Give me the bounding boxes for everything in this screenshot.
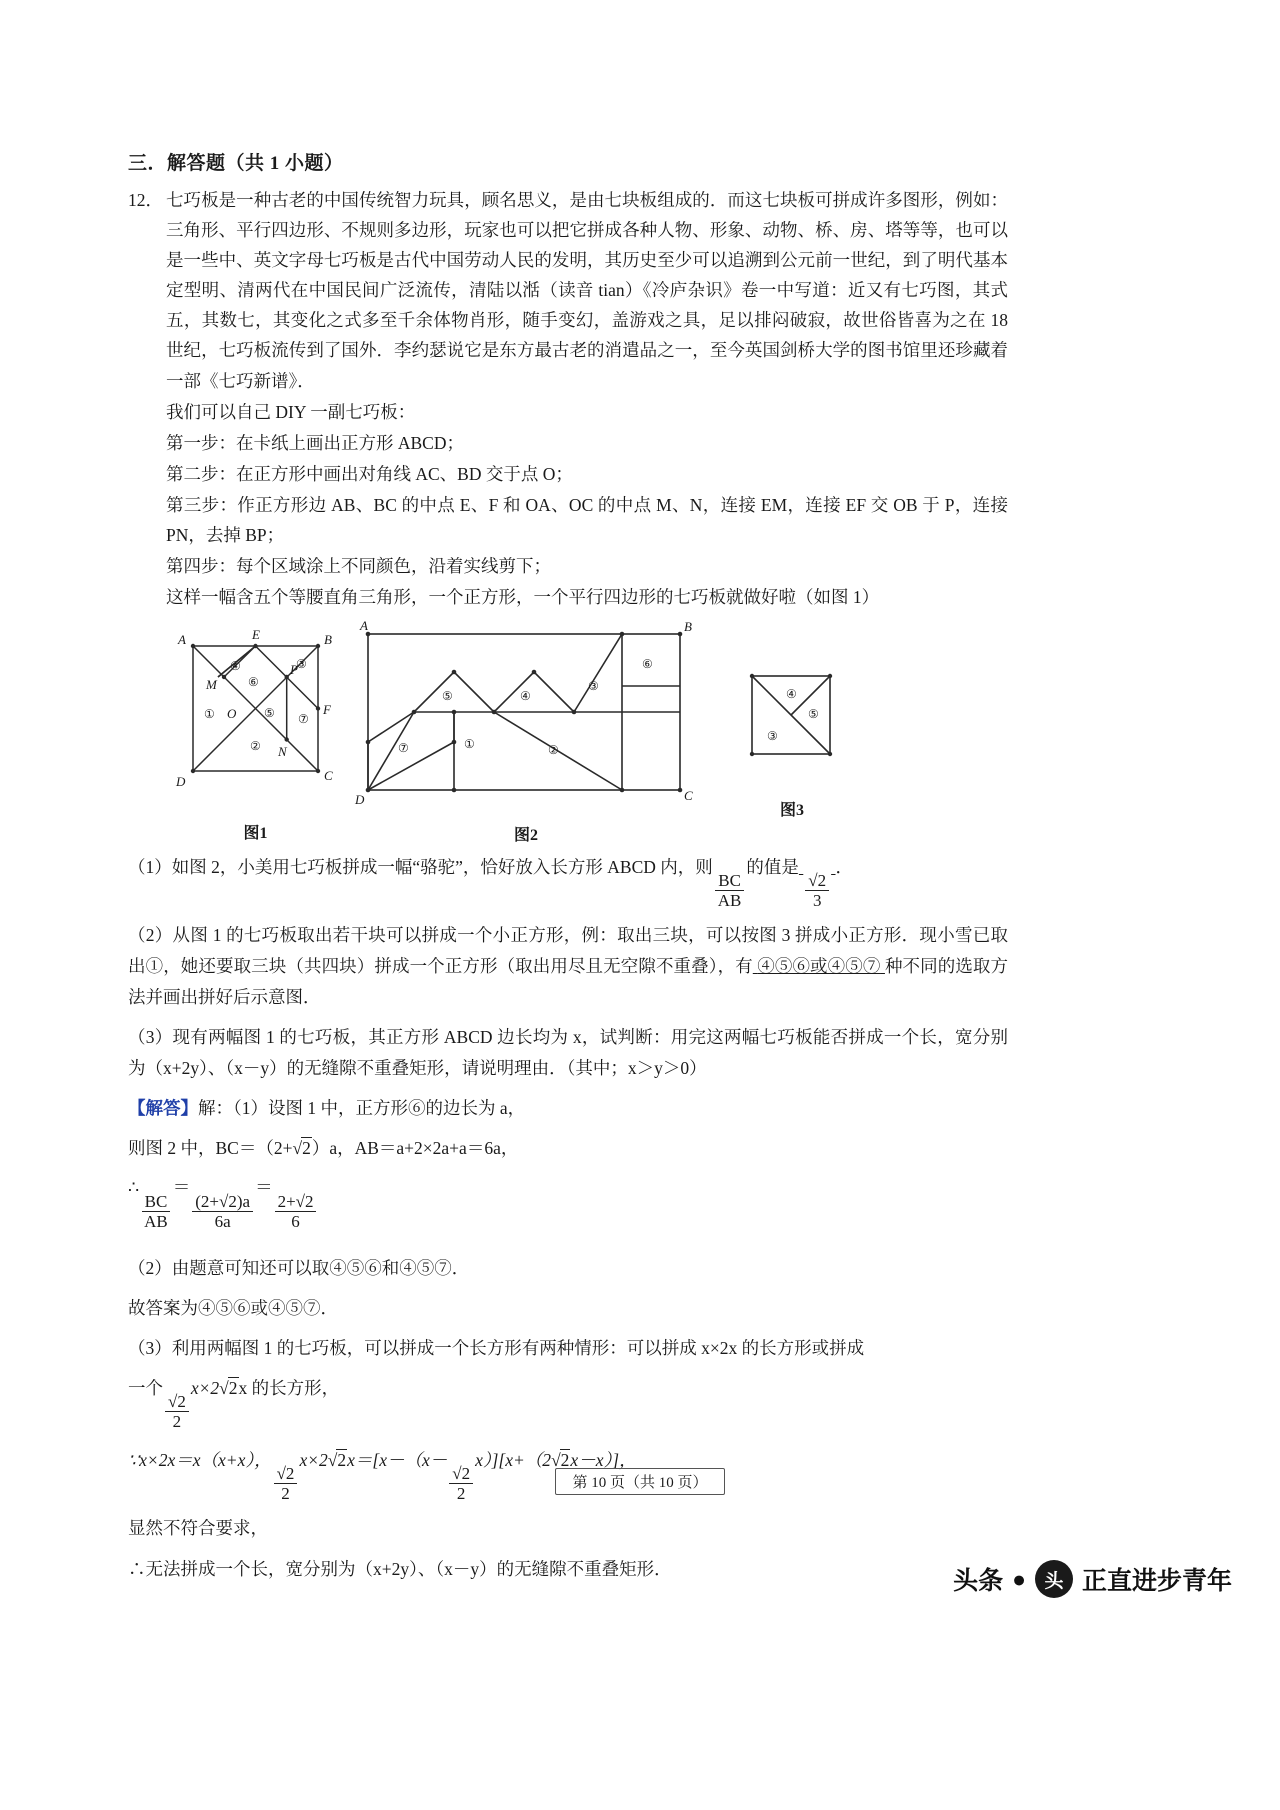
step-2: 第二步：在正方形中画出对角线 AC、BD 交于点 O； — [166, 463, 573, 484]
fig1-label-F: F — [323, 702, 331, 718]
subq1-fraction-bc-ab — [715, 871, 745, 910]
fig1-label-N: N — [278, 744, 287, 760]
subq1-text-end: ． — [835, 857, 853, 878]
eq-lead: ∴ — [128, 1177, 140, 1198]
line7-tail-2: x－x）]， — [570, 1450, 637, 1471]
solution-text-2-pre: 则图 2 中，BC＝（2+ — [128, 1138, 293, 1159]
fig2-label-D: D — [355, 792, 365, 808]
solution-line-8: 显然不符合要求， — [128, 1518, 268, 1539]
line7-f1-num: √2 — [274, 1464, 298, 1484]
line6-sqrt — [219, 1373, 238, 1404]
figure-3-caption: 图3 — [779, 802, 804, 820]
closing-line: 这样一幅含五个等腰直角三角形，一个正方形，一个平行四边形的七巧板就做好啦（如图 1） — [166, 587, 880, 608]
question-number: 12． — [128, 190, 163, 210]
figure-row — [128, 620, 1008, 845]
watermark-brand: 头条 — [953, 1567, 1004, 1595]
fig1-piece-1: ① — [204, 707, 215, 722]
question-paragraph-1: 七巧板是一种古老的中国传统智力玩具，顾名思义，是由七块板组成的．而这七块板可拼成许多图形，例如：三角形、平行四边形、不规则多边形，玩家也可以把它拼成各种人物、形象、动物、桥、房、塔等等，也可以是一些中、英文字母七巧板是古代中国劳动人民的发明，其历史至少可以追溯到公元前一世纪，到了明代基本定型明、清两代在中国民间广泛流传，清陆以湉（读音 tian）《冷庐杂识》卷一中写道：近又有七巧图，其式五，其数七，其变化之式多至千余体物肖形，随手变幻，盖游戏之具，足以排闷破寂，故世俗皆喜为之在 18 世纪，七巧板流传到了国外．李约瑟说它是东方最古老的消遣品之一，至今英国剑桥大学的图书馆里还珍藏着一部《七巧新谱》． — [166, 190, 1008, 391]
eq-lhs-fraction — [141, 1192, 171, 1231]
solution-tag: 【解答】 — [128, 1098, 198, 1119]
fig1-label-P: P — [290, 662, 298, 678]
line6-mid: x×2 — [190, 1378, 220, 1399]
line6-frac-num: √2 — [165, 1392, 189, 1412]
figure-3-drawing — [732, 660, 852, 790]
solution-line-4: 故答案为④⑤⑥或④⑤⑦． — [128, 1297, 338, 1318]
subquestion-1 — [128, 852, 1008, 910]
fig2-piece-6: ⑥ — [642, 657, 653, 672]
fig1-label-C: C — [324, 768, 333, 784]
solution-line-1 — [128, 1093, 1008, 1124]
subq1-frac-denominator: AB — [717, 891, 742, 911]
subq1-text-pre: （1）如图 2，小美用七巧板拼成一幅“骆驼”，恰好放入长方形 ABCD 内，则 — [128, 857, 713, 878]
subq2-text-pre: （2）从图 1 的七巧板取出若干块可以拼成一个小正方形，例：取出三块，可以按图 3 拼成小正方形．现小雪已取出①，她还要取三块（共四块）拼成一个正方形（取出用尽且无空隙不重叠），有 — [128, 924, 1008, 976]
fig2-label-A: A — [360, 620, 368, 634]
fig1-label-M: M — [206, 677, 217, 693]
fig1-piece-4: ④ — [230, 659, 241, 674]
page-footer — [0, 1468, 1280, 1495]
solution-line-9: ∴无法拼成一个长，宽分别为（x+2y）、（x－y）的无缝隙不重叠矩形． — [128, 1558, 672, 1579]
fig2-label-C: C — [684, 788, 693, 804]
radical-sign: √ — [292, 1138, 303, 1159]
solution-line-3: （2）由题意可知还可以取④⑤⑥和④⑤⑦． — [128, 1257, 470, 1278]
fig1-piece-2: ② — [250, 739, 261, 754]
subq1-answer-fraction — [805, 871, 829, 910]
watermark-logo-icon: 头 — [1035, 1560, 1073, 1598]
subq1-frac-numerator: BC — [715, 871, 744, 891]
fig1-label-O: O — [227, 706, 237, 722]
fig2-piece-7: ⑦ — [398, 741, 409, 756]
fig2-label-B: B — [684, 620, 692, 635]
line6-fraction — [165, 1392, 189, 1431]
fig1-piece-6: ⑥ — [248, 675, 259, 690]
figure-2-caption: 图2 — [513, 827, 538, 845]
step-4: 第四步：每个区域涂上不同颜色，沿着实线剪下； — [166, 556, 551, 577]
question-body — [166, 185, 1008, 612]
radicand: 2 — [302, 1138, 311, 1159]
fig2-piece-3: ③ — [588, 679, 599, 694]
step-3: 第三步：作正方形边 AB、BC 的中点 E、F 和 OA、OC 的中点 M、N，连接 EM，连接 EF 交 OB 于 P，连接 PN，去掉 BP； — [166, 494, 1008, 546]
solution-equation — [128, 1170, 1008, 1230]
subq2-answer: ④⑤⑥或④⑤⑦ — [757, 955, 881, 976]
line7-eq: x＝[x－（x－ — [347, 1450, 448, 1471]
solution-text-1: 解：（1）设图 1 中，正方形⑥的边长为 a， — [198, 1098, 526, 1119]
question-12 — [128, 185, 1008, 612]
line7-f2-den: 2 — [456, 1484, 466, 1504]
page-number-box: 第 10 页（共 10 页） — [555, 1468, 724, 1495]
watermark-account: 正直进步青年 — [1081, 1567, 1232, 1595]
sqrt-symbol — [292, 1133, 311, 1164]
line6-radical: √ — [219, 1378, 229, 1399]
line7-f1-den: 2 — [281, 1484, 290, 1504]
eq-right-den: 6 — [291, 1211, 300, 1231]
eq-lhs-den: AB — [144, 1211, 168, 1231]
eq-right-fraction — [275, 1192, 317, 1231]
eq-equals-1: ＝ — [172, 1177, 191, 1198]
fig2-piece-4: ④ — [520, 689, 531, 704]
fig3-piece-3: ③ — [767, 729, 778, 744]
line7-radicand-2: 2 — [560, 1450, 570, 1471]
figure-2 — [350, 620, 702, 845]
fig1-label-B: B — [324, 632, 332, 648]
line6-frac-den: 2 — [172, 1412, 182, 1432]
line7-radicand-1: 2 — [337, 1450, 347, 1471]
line6-post: x 的长方形， — [238, 1378, 340, 1399]
line6-radicand: 2 — [228, 1378, 238, 1399]
line7-f2-num: √2 — [449, 1464, 473, 1484]
figure-3 — [732, 660, 852, 820]
line7-mid: x×2 — [299, 1450, 328, 1471]
watermark — [953, 1560, 1232, 1598]
figure-1 — [168, 628, 343, 843]
solution-text-2-post: ）a，AB＝a+2×2a+a＝6a， — [311, 1138, 519, 1159]
watermark-separator: ● — [1012, 1565, 1026, 1592]
fig3-piece-5: ⑤ — [808, 707, 819, 722]
subq2-text-post: 种不同的选取方法并画出拼好后示意图． — [128, 955, 1009, 1007]
fig1-label-E: E — [252, 628, 260, 643]
fig2-piece-1: ① — [464, 737, 475, 752]
eq-right-num: 2+√2 — [275, 1192, 317, 1212]
section-heading: 三．解答题（共 1 小题） — [128, 153, 344, 174]
solution-line-2 — [128, 1133, 1008, 1164]
subq1-answer-denominator: 3 — [812, 891, 822, 911]
eq-lhs-num: BC — [142, 1192, 171, 1212]
eq-mid-den: 6a — [214, 1211, 231, 1231]
solution-line-6 — [128, 1373, 1008, 1431]
subq1-text-mid: 的值是 — [746, 857, 799, 878]
step-1: 第一步：在卡纸上画出正方形 ABCD； — [166, 432, 464, 453]
diy-line: 我们可以自己 DIY 一副七巧板： — [166, 401, 416, 422]
figure-1-caption: 图1 — [243, 825, 268, 843]
line7-first: ∵x×2x＝x（x+x）， — [128, 1450, 272, 1471]
subq1-blank[interactable] — [799, 857, 836, 911]
line6-pre: 一个 — [128, 1378, 163, 1399]
eq-mid-num: (2+√2)a — [192, 1192, 253, 1212]
line7-radical-1: √ — [327, 1450, 338, 1471]
eq-equals-2: ＝ — [255, 1177, 273, 1198]
fig1-piece-5: ⑤ — [264, 706, 275, 721]
subq2-answer-blank[interactable] — [753, 956, 885, 976]
solution-line-5: （3）利用两幅图 1 的七巧板，可以拼成一个长方形有两种情形：可以拼成 x×2x 的长方形或拼成 — [128, 1337, 865, 1358]
fig3-piece-4: ④ — [786, 687, 797, 702]
line7-radical-2: √ — [551, 1450, 561, 1471]
fig2-piece-2: ② — [548, 743, 559, 758]
fig1-piece-3: ③ — [296, 657, 307, 672]
fig1-label-A: A — [178, 632, 186, 648]
figure-2-drawing — [350, 620, 702, 815]
fig1-piece-7: ⑦ — [298, 712, 309, 727]
subquestion-2 — [128, 920, 1008, 1013]
fig2-piece-5: ⑤ — [442, 689, 453, 704]
subq1-answer-numerator: √2 — [805, 871, 829, 891]
figure-1-drawing — [168, 628, 343, 813]
page-content — [128, 148, 1008, 1585]
fig1-label-D: D — [176, 774, 186, 790]
subquestion-3: （3）现有两幅图 1 的七巧板，其正方形 ABCD 边长均为 x，试判断：用完这两幅七巧板能否拼成一个长，宽分别为（x+2y）、（x－y）的无缝隙不重叠矩形，请说明理由．（其中；x＞y＞0） — [128, 1026, 1008, 1079]
eq-mid-fraction — [192, 1192, 253, 1231]
line7-tail: x）][x+（2 — [475, 1450, 552, 1471]
